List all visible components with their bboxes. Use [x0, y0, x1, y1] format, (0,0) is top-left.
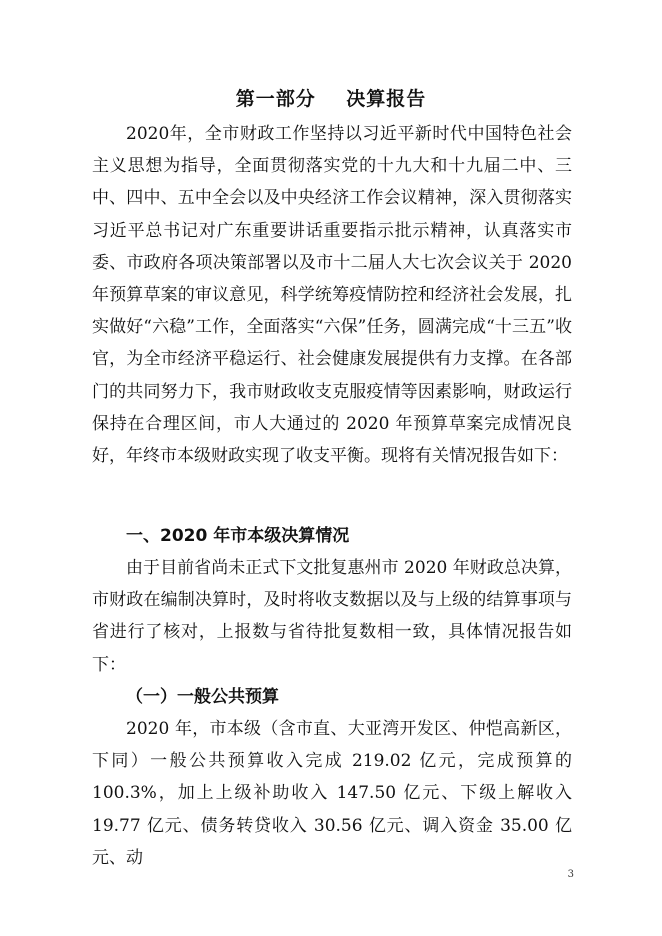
section-paragraph: 由于目前省尚未正式下文批复惠州市 2020 年财政总决算，市财政在编制决算时，及时将收支数据以及与上级的结算事项与省进行了核对，上报数与省待批复数相一致，具体情况报告如下：	[92, 558, 572, 675]
page-number: 3	[567, 869, 574, 880]
page-title: 第一部分 决算报告	[235, 88, 427, 110]
subsection-heading: （一）一般公共预算	[126, 687, 279, 707]
budget-paragraph: 2020 年，市本级（含市直、大亚湾开发区、仲恺高新区，下同）一般公共预算收入完成 219.02 亿元，完成预算的 100.3%，加上上级补助收入 147.50 亿元、下级上解收入 19.77 亿元、债务转贷收入 30.56 亿元、调入资金 35.00 亿元、动	[92, 719, 572, 868]
section-heading: 一、2020 年市本级决算情况	[126, 526, 350, 546]
intro-paragraph: 2020年，全市财政工作坚持以习近平新时代中国特色社会主义思想为指导，全面贯彻落实党的十九大和十九届二中、三中、四中、五中全会以及中央经济工作会议精神，深入贯彻落实习近平总书记对广东重要讲话重要指示批示精神，认真落实市委、市政府各项决策部署以及市十二届人大七次会议关于 2020 年预算草案的审议意见，科学统筹疫情防控和经济社会发展，扎实做好“六稳”工作，全面落实“六保”任务，圆满完成“十三五”收官，为全市经济平稳运行、社会健康发展提供有力支撑。在各部门的共同努力下，我市财政收支克服疫情等因素影响，财政运行保持在合理区间，市人大通过的 2020 年预算草案完成情况良好，年终市本级财政实现了收支平衡。现将有关情况报告如下：	[92, 124, 572, 467]
